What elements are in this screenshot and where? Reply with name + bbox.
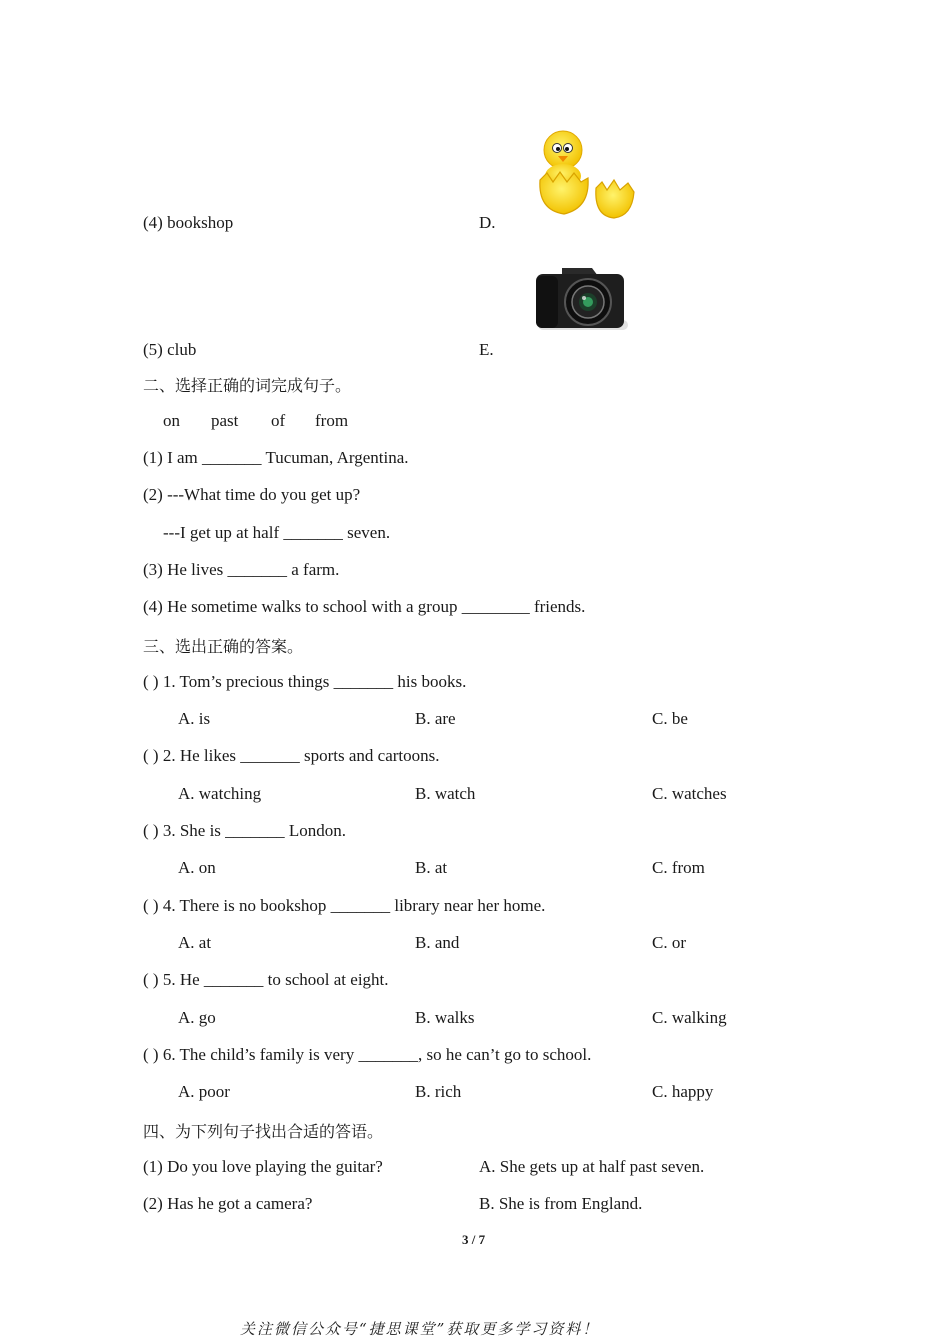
question-1: ( ) 1. Tom’s precious things _______ his books. <box>143 672 467 691</box>
chick-hatching-icon <box>532 128 642 223</box>
camera-icon <box>532 262 628 334</box>
question-6: ( ) 6. The child’s family is very _______, so he can’t go to school. <box>143 1045 592 1064</box>
q3-option-b: B. at <box>415 858 448 877</box>
section4-a2: B. She is from England. <box>479 1194 643 1213</box>
q1-option-c: C. be <box>652 709 688 728</box>
section2-line-2b: ---I get up at half _______ seven. <box>163 523 391 542</box>
q6-option-c: C. happy <box>652 1082 714 1101</box>
q5-option-c: C. walking <box>652 1008 727 1027</box>
section4-q2: (2) Has he got a camera? <box>143 1194 313 1213</box>
q1-option-b: B. are <box>415 709 456 728</box>
section2-line-1: (1) I am _______ Tucuman, Argentina. <box>143 448 409 467</box>
q3-option-c: C. from <box>652 858 705 877</box>
match-left-4: (4) bookshop <box>143 213 234 232</box>
match-left-5: (5) club <box>143 340 197 359</box>
q2-option-b: B. watch <box>415 784 476 803</box>
section2-line-3: (3) He lives _______ a farm. <box>143 560 340 579</box>
q3-option-a: A. on <box>178 858 216 877</box>
question-3: ( ) 3. She is _______ London. <box>143 821 347 840</box>
q2-option-a: A. watching <box>178 784 262 803</box>
section4-heading: 四、为下列句子找出合适的答语。 <box>143 1122 384 1141</box>
section2-line-4: (4) He sometime walks to school with a group ________ friends. <box>143 597 586 616</box>
match-right-e: E. <box>479 340 494 359</box>
word-bank-past: past <box>211 411 239 430</box>
q4-option-a: A. at <box>178 933 212 952</box>
question-5: ( ) 5. He _______ to school at eight. <box>143 970 389 989</box>
q2-option-c: C. watches <box>652 784 727 803</box>
q1-option-a: A. is <box>178 709 211 728</box>
q6-option-a: A. poor <box>178 1082 230 1101</box>
word-bank-on: on <box>163 411 180 430</box>
q5-option-b: B. walks <box>415 1008 475 1027</box>
q4-option-b: B. and <box>415 933 460 952</box>
word-bank-from: from <box>315 411 349 430</box>
section2-line-2: (2) ---What time do you get up? <box>143 485 361 504</box>
page-number: 3 / 7 <box>462 1232 486 1247</box>
section3-heading: 三、选出正确的答案。 <box>143 637 304 656</box>
q6-option-b: B. rich <box>415 1082 462 1101</box>
question-4: ( ) 4. There is no bookshop _______ library near her home. <box>143 896 546 915</box>
section4-q1: (1) Do you love playing the guitar? <box>143 1157 383 1176</box>
question-2: ( ) 2. He likes _______ sports and cartoons. <box>143 746 440 765</box>
section4-a1: A. She gets up at half past seven. <box>479 1157 705 1176</box>
section2-heading: 二、选择正确的词完成句子。 <box>143 376 352 395</box>
match-right-d: D. <box>479 213 496 232</box>
q4-option-c: C. or <box>652 933 686 952</box>
q5-option-a: A. go <box>178 1008 216 1027</box>
word-bank-of: of <box>271 411 286 430</box>
footer-note: 关注微信公众号“捷思课堂”获取更多学习资料！ <box>240 1320 600 1338</box>
